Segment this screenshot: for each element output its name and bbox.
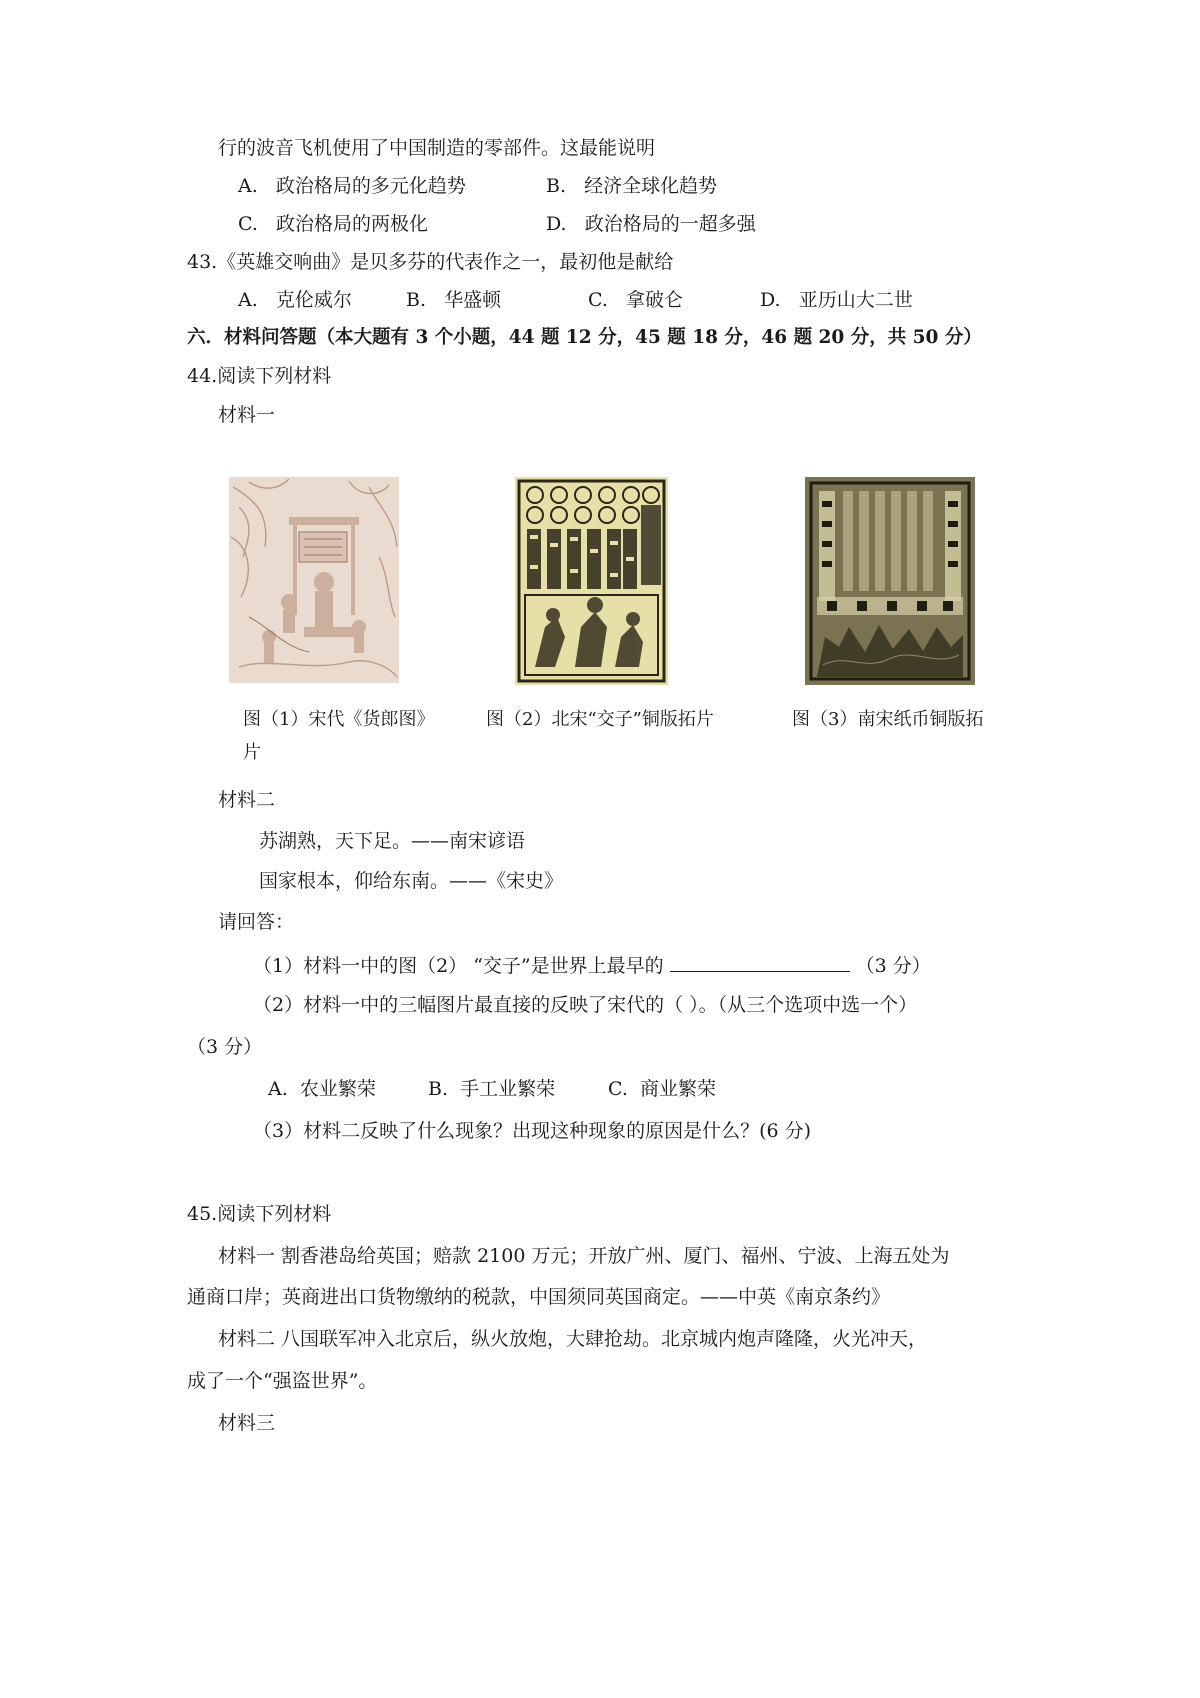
q44-sub2-line2: （3 分） xyxy=(187,1036,263,1058)
q42-option-b xyxy=(546,173,717,199)
option-key: A. xyxy=(238,175,258,197)
option-key: C. xyxy=(238,213,258,235)
option-text: 拿破仑 xyxy=(626,289,684,311)
figure-2-jiaozi-rubbing xyxy=(515,477,668,685)
option-text: 亚历山大二世 xyxy=(798,289,913,311)
option-text: 商业繁荣 xyxy=(640,1078,717,1100)
q44-stem: 44.阅读下列材料 xyxy=(187,365,332,387)
option-key: A. xyxy=(238,289,258,311)
option-text: 华盛顿 xyxy=(444,289,502,311)
q44-sub1-score: （3 分） xyxy=(855,955,931,977)
figure-1-peddler-painting xyxy=(229,477,399,683)
q42-option-c xyxy=(238,211,428,237)
q42-stem-tail: 行的波音飞机使用了中国制造的零部件。这最能说明 xyxy=(218,137,656,159)
option-key: B. xyxy=(406,289,427,311)
q44-sub2-line1: （2）材料一中的三幅图片最直接的反映了宋代的（ ）。（从三个选项中选一个） xyxy=(253,994,918,1016)
figure-1-caption: 图（1）宋代《货郎图》 xyxy=(243,709,435,730)
q44-sub2-option-c xyxy=(608,1076,716,1102)
q45-material-3-label: 材料三 xyxy=(218,1412,276,1434)
option-text: 政治格局的多元化趋势 xyxy=(275,175,466,197)
answer-blank[interactable] xyxy=(670,951,850,972)
option-text: 经济全球化趋势 xyxy=(584,175,718,197)
option-text: 克伦威尔 xyxy=(275,289,352,311)
q45-material-2-line1: 材料二 八国联军冲入北京后，纵火放炮，大肆抢劫。北京城内炮声隆隆，火光冲天， xyxy=(218,1328,928,1350)
section-heading: 六．材料问答题（本大题有 3 个小题，44 题 12 分，45 题 18 分，46 题 20 分，共 50 分） xyxy=(187,327,982,348)
q43-option-a xyxy=(238,287,352,313)
option-text: 农业繁荣 xyxy=(299,1078,376,1100)
q44-sub2-option-b xyxy=(428,1076,555,1102)
option-key: D. xyxy=(760,289,781,311)
q43-option-c xyxy=(588,287,683,313)
q44-sub3: （3）材料二反映了什么现象？出现这种现象的原因是什么？(6 分) xyxy=(253,1120,812,1142)
figure-3-caption: 图（3）南宋纸币铜版拓 xyxy=(792,709,984,730)
option-key: A. xyxy=(268,1078,288,1100)
q44-sub2-option-a xyxy=(268,1076,376,1102)
q42-option-a xyxy=(238,173,466,199)
material-2-label: 材料二 xyxy=(218,789,276,811)
q44-sub1-text: （1）材料一中的图（2） “交子”是世界上最早的 xyxy=(253,955,664,977)
q43-option-b xyxy=(406,287,501,313)
q45-material-1-line1: 材料一 割香港岛给英国；赔款 2100 万元；开放广州、厦门、福州、宁波、上海五处为 xyxy=(218,1245,950,1267)
figure-2-caption: 图（2）北宋“交子”铜版拓片 xyxy=(486,709,714,730)
q45-material-2-line2: 成了一个“强盗世界”。 xyxy=(187,1370,378,1392)
option-text: 政治格局的一超多强 xyxy=(584,213,756,235)
option-key: C. xyxy=(608,1078,628,1100)
quote-southern-song-proverb: 苏湖熟，天下足。——南宋谚语 xyxy=(259,830,526,852)
q45-stem: 45.阅读下列材料 xyxy=(187,1203,332,1225)
material-1-label: 材料一 xyxy=(218,404,276,426)
option-key: C. xyxy=(588,289,608,311)
figure-3-caption-wrap: 片 xyxy=(243,742,261,763)
option-key: D. xyxy=(546,213,567,235)
q43-stem: 43.《英雄交响曲》是贝多芬的代表作之一，最初他是献给 xyxy=(187,251,674,273)
answer-prompt: 请回答： xyxy=(218,911,295,933)
q43-option-d xyxy=(760,287,913,313)
figure-3-paper-money-rubbing xyxy=(805,477,975,685)
q45-material-1-line2: 通商口岸；英商进出口货物缴纳的税款，中国须同英国商定。——中英《南京条约》 xyxy=(187,1286,891,1308)
option-text: 手工业繁荣 xyxy=(460,1078,556,1100)
q42-option-d xyxy=(546,211,756,237)
option-key: B. xyxy=(428,1078,449,1100)
q44-sub1 xyxy=(253,951,931,979)
option-text: 政治格局的两极化 xyxy=(276,213,429,235)
quote-song-history: 国家根本，仰给东南。——《宋史》 xyxy=(259,870,564,892)
option-key: B. xyxy=(546,175,567,197)
